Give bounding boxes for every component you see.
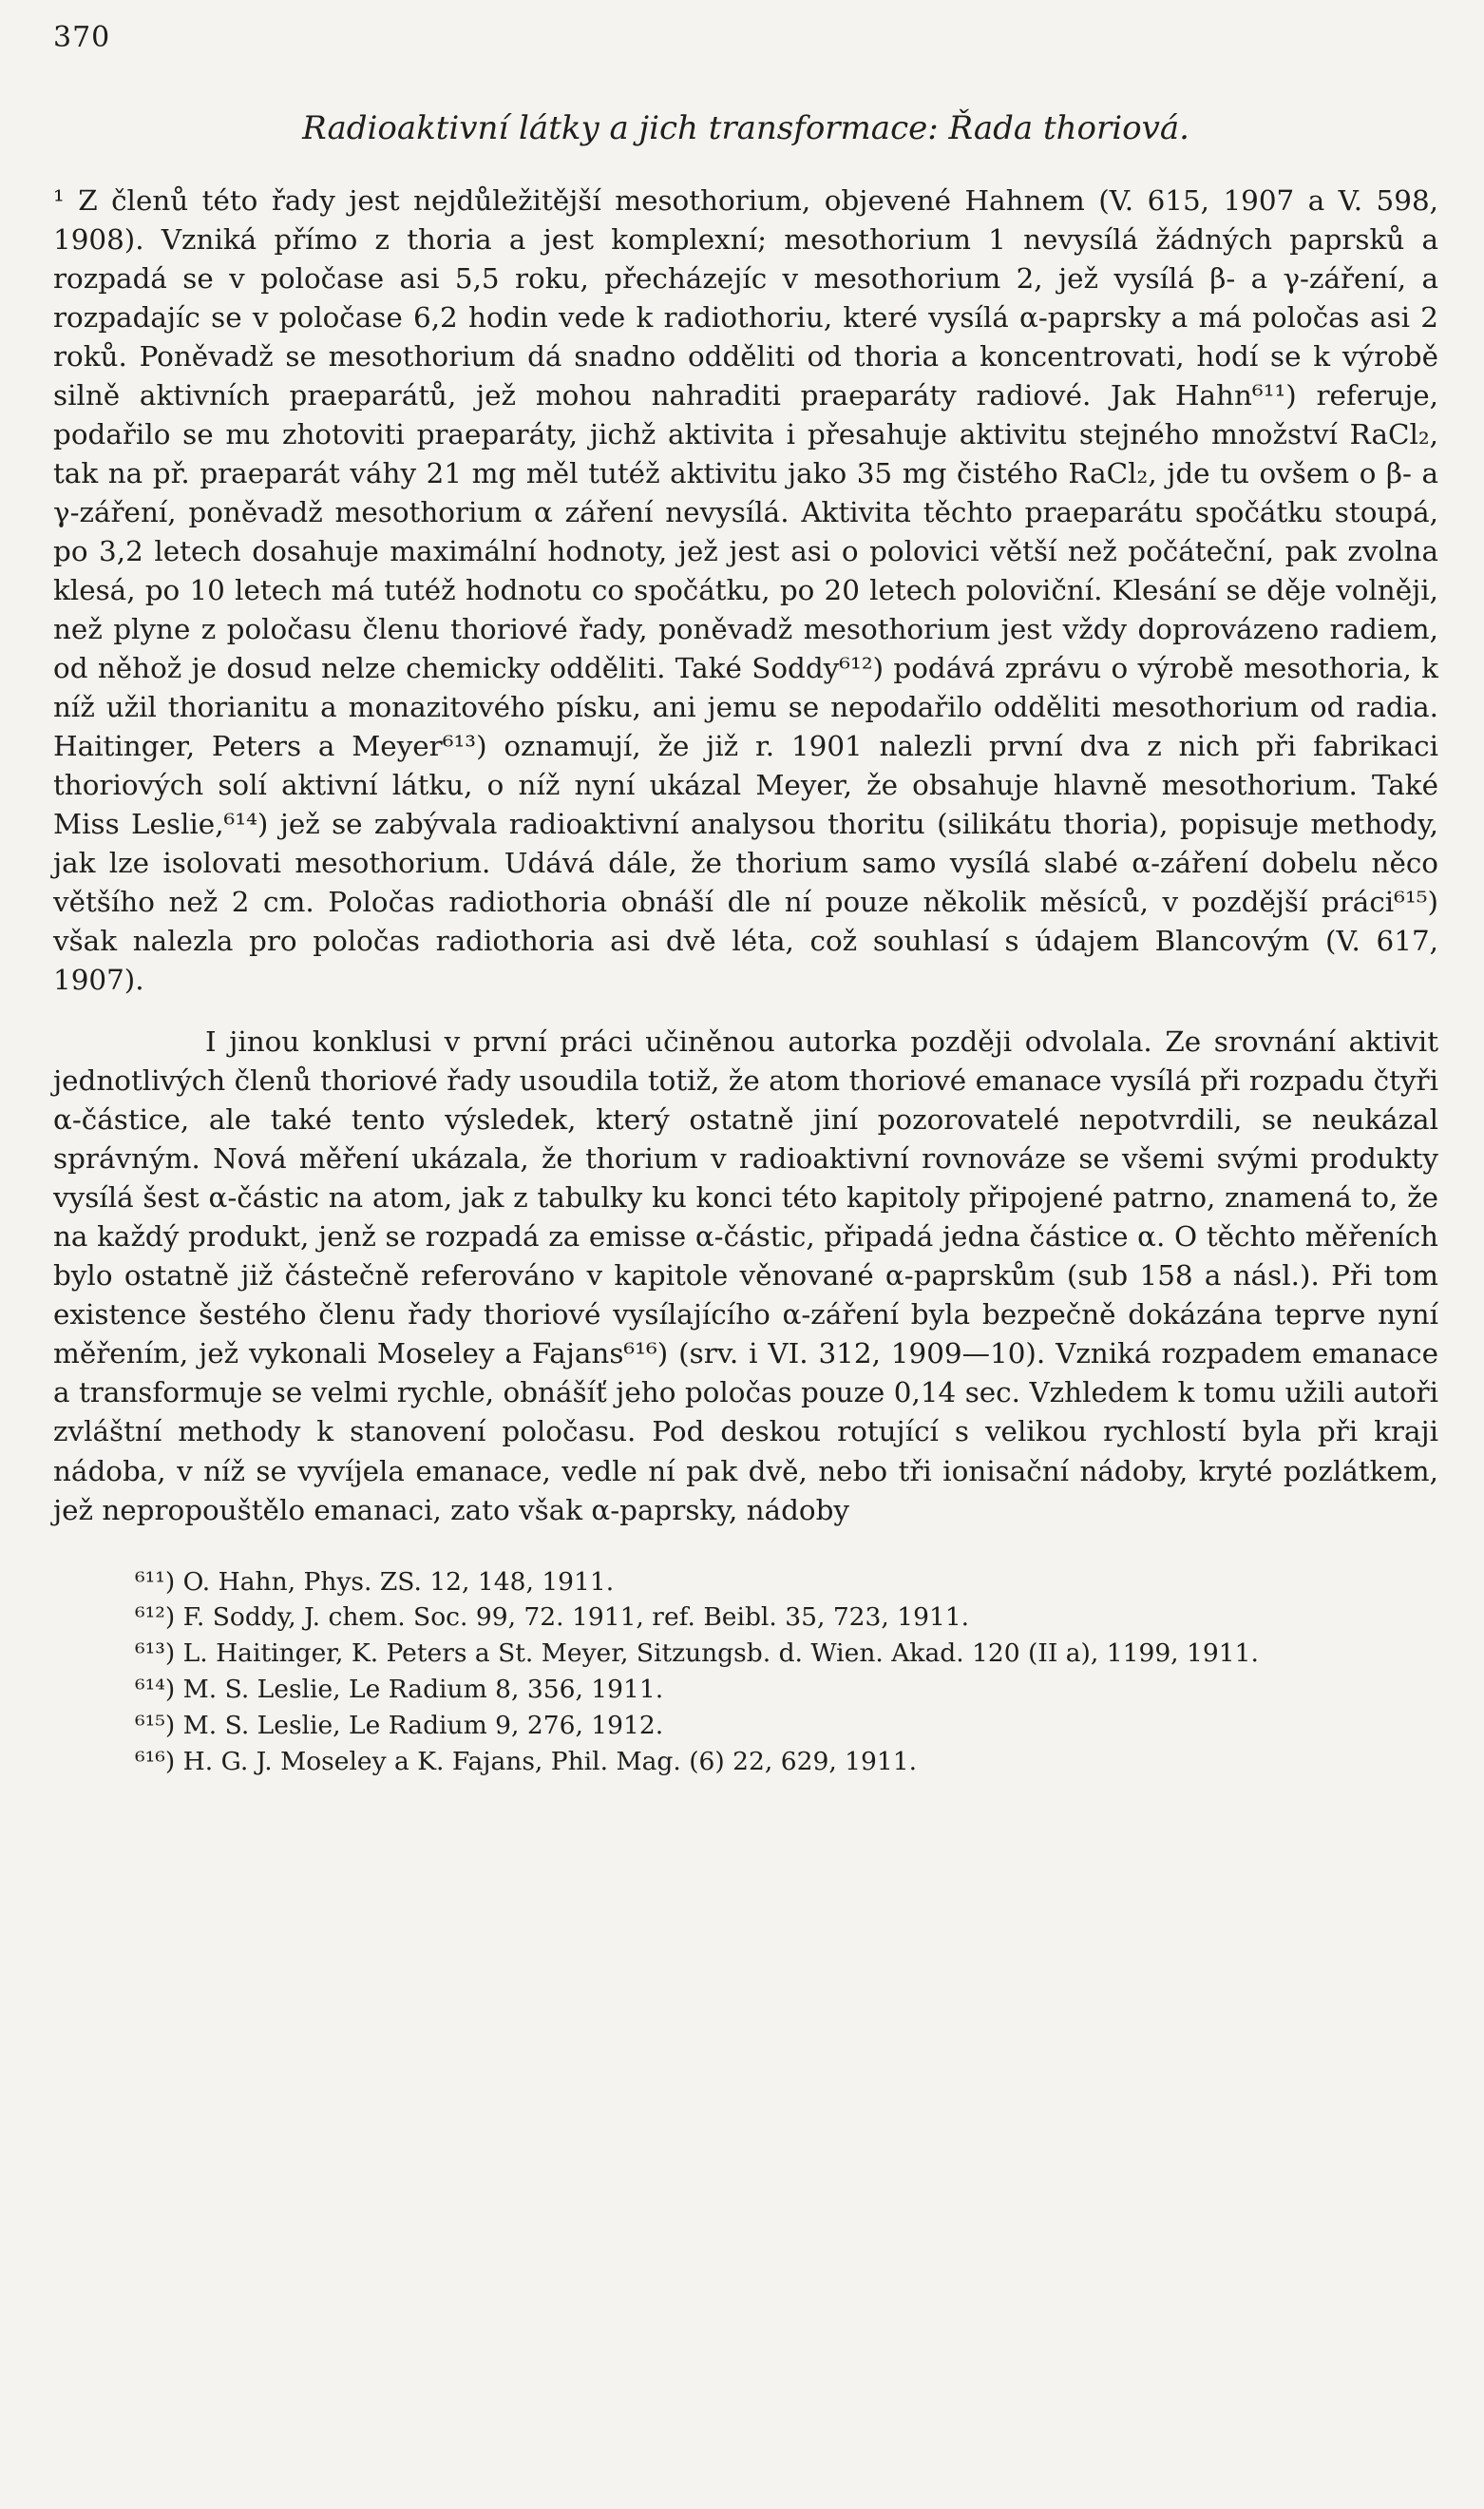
footnote-616: ⁶¹⁶) H. G. J. Moseley a K. Fajans, Phil. Mag. (6) 22, 629, 1911. (135, 1746, 918, 1776)
footnote-614: ⁶¹⁴) M. S. Leslie, Le Radium 8, 356, 1911. (135, 1675, 664, 1705)
footnote-613: ⁶¹³) L. Haitinger, K. Peters a St. Meyer, Sitzungsb. d. Wien. Akad. 120 (II a), 1199, 1911. (135, 1638, 1259, 1669)
footnote-611: ⁶¹¹) O. Hahn, Phys. ZS. 12, 148, 1911. (135, 1566, 615, 1597)
body-paragraph-2: I jinou konklusi v první práci učiněnou autorka později odvolala. Ze srovnání aktivit jednotlivých členů thoriové řady usoudila totiž, že atom thoriové emanace vysílá při rozpadu čtyři α-částice, ale také tento výsledek, který ostatně jiní pozorovatelé nepotvrdili, se neukázal správným. Nová měření ukázala, že thorium v radioaktivní rovnováze se všemi svými produkty vysílá šest α-částic na atom, jak z tabulky ku konci této kapitoly připojené patrno, znamená to, že na každý produkt, jenž se rozpadá za emisse α-částic, připadá jedna částice α. O těchto měřeních bylo ostatně již částečně referováno v kapitole věnované α-paprskům (sub 158 a násl.). Při tom existence šestého členu řady thoriové vysílajícího α-záření byla bezpečně dokázána teprve nyní měřením, jež vykonali Moseley a Fajans⁶¹⁶) (srv. i VI. 312, 1909—10). Vzniká rozpadem emanace a transformuje se velmi rychle, obnášíť jeho poločas pouze 0,14 sec. Vzhledem k tomu užili autoři zvláštní methody k stanovení poločasu. Pod deskou rotující s velikou rychlostí byla při kraji nádoba, v níž se vyvíjela emanace, vedle ní pak dvě, nebo tři ionisační nádoby, kryté pozlátkem, jež nepropouštělo emanaci, zato však α-paprsky, nádoby (53, 1025, 1438, 1526)
footnote-612: ⁶¹²) F. Soddy, J. chem. Soc. 99, 72. 1911, ref. Beibl. 35, 723, 1911. (135, 1602, 970, 1633)
page-number: 370 (53, 21, 111, 54)
footnote-615: ⁶¹⁵) M. S. Leslie, Le Radium 9, 276, 1912. (135, 1711, 664, 1741)
footnotes (53, 1564, 1438, 1780)
body-paragraph-1: ¹ Z členů této řady jest nejdůležitější mesothorium, objevené Hahnem (V. 615, 1907 a V. 598, 1908). Vzniká přímo z thoria a jest komplexní; mesothorium 1 nevysílá žádných paprsků a rozpadá se v poločase asi 5,5 roku, přecházejíc v mesothorium 2, jež vysílá β- a γ-záření, a rozpadajíc se v poločase 6,2 hodin vede k radiothoriu, které vysílá α-paprsky a má poločas asi 2 roků. Poněvadž se mesothorium dá snadno odděliti od thoria a koncentrovati, hodí se k výrobě silně aktivních praeparátů, jež mohou nahraditi praeparáty radiové. Jak Hahn⁶¹¹) referuje, podařilo se mu zhotoviti praeparáty, jichž aktivita i přesahuje aktivitu stejného množství RaCl₂, tak na př. praeparát váhy 21 mg měl tutéž aktivitu jako 35 mg čistého RaCl₂, jde tu ovšem o β- a γ-záření, poněvadž mesothorium α záření nevysílá. Aktivita těchto praeparátu spočátku stoupá, po 3,2 letech dosahuje maximální hodnoty, jež jest asi o polovici větší než počáteční, pak zvolna klesá, po 10 letech má tutéž hodnotu co spočátku, po 20 letech poloviční. Klesání se děje volněji, než plyne z poločasu členu thoriové řady, poněvadž mesothorium jest vždy doprovázeno radiem, od něhož je dosud nelze chemicky odděliti. Také Soddy⁶¹²) podává zprávu o výrobě mesothoria, k níž užil thorianitu a monazitového písku, ani jemu se nepodařilo odděliti mesothorium od radia. Haitinger, Peters a Meyer⁶¹³) oznamují, že již r. 1901 nalezli první dva z nich při fabrikaci thoriových solí aktivní látku, o níž nyní ukázal Meyer, že obsahuje hlavně mesothorium. Také Miss Leslie,⁶¹⁴) jež se zabývala radioaktivní analysou thoritu (silikátu thoria), popisuje methody, jak lze isolovati mesothorium. Udává dále, že thorium samo vysílá slabé α-záření dobelu něco většího než 2 cm. Poločas radiothoria obnáší dle ní pouze několik měsíců, v pozdější práci⁶¹⁵) však nalezla pro poločas radiothoria asi dvě léta, což souhlasí s údajem Blancovým (V. 617, 1907). (53, 184, 1438, 997)
running-head: Radioaktivní látky a jich transformace: Řada thoriová. (302, 109, 1189, 147)
